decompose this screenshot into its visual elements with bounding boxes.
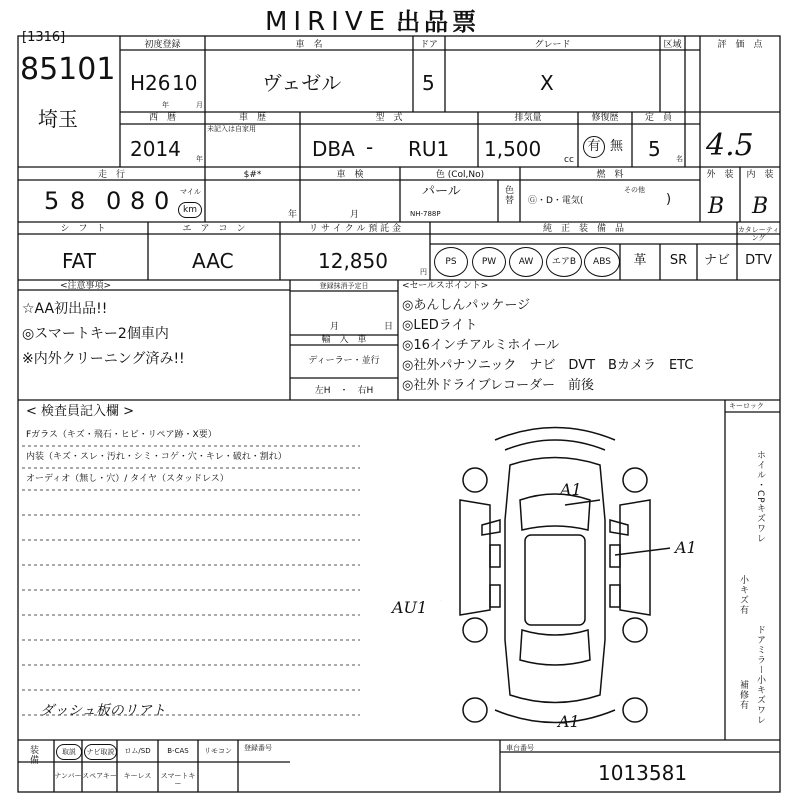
capacity-value: 5 [648,137,661,161]
handwritten-note: ダッシュ板のリアト [40,703,166,719]
footer-spare-key: スペアキー [82,772,117,780]
inspector-line-audio: オーディオ（無し・穴）/ タイヤ（スタッドレス） [26,474,229,484]
rating-label: 評 価 点 [717,40,763,50]
equipment-sunroof: SR [669,253,688,268]
year-value: 2014 [130,137,181,161]
mileage-digit: 5 [44,187,60,215]
footer-smart-key: スマートキー [160,772,196,788]
footer-navi-manual-circled: ナビ取説 [84,744,117,760]
equipment-airbag-circled: エアB [546,247,582,277]
footer-keyless: キーレス [123,772,152,780]
year-mark: 年 [162,101,169,109]
sales-point: ◎社外ドライブレコーダー 前後 [402,378,595,393]
exterior-rating: B [708,194,725,219]
note-line: ※内外クリーニング済み!! [22,351,185,367]
displacement-value: 1,500 [484,137,542,161]
displacement-label: 排気量 [514,113,542,123]
door-label: ドア [420,40,438,50]
sales-point: ◎16インチアルミホイール [402,338,560,353]
footer-bcas: B-CAS [167,747,189,755]
recycle-fee-label: リ サ イ ク ル 預 託 金 [308,224,402,234]
lot-number: 85101 [20,52,116,87]
side-text-wheel: ホイル・CPキズワレ [755,450,765,544]
color-label: 色 (Col,No) [435,170,485,180]
month-mark: 月 [196,101,203,109]
side-text-scratch: 小キズ有 [738,575,748,615]
chassis-number: 1013581 [598,761,688,785]
year-label: 西 暦 [148,113,176,123]
exterior-label: 外 装 [706,170,734,180]
yen-unit: 円 [420,268,427,276]
note-line: ☆AA初出品!! [22,301,108,317]
equipment-ps-circled: PS [434,247,468,277]
chassis-label: 車台番号 [506,744,534,752]
reg-no-label: 登録番号 [244,744,272,752]
model-code: RU1 [408,137,450,161]
sales-point: ◎社外パナソニック ナビ DVT Bカメラ ETC [402,358,694,373]
equipment-navi: ナビ [703,253,730,268]
capacity-unit: 名 [676,155,683,163]
equipment-dtv: DTV [745,253,772,268]
sales-point: ◎LEDライト [402,318,478,333]
history-label: 車 歴 [238,113,266,123]
lot-label: [1316] [22,30,66,45]
handle-side: 左H ・ 右H [314,386,374,396]
fuel-options: Ⓖ・D・電気( [528,196,584,206]
dealer-parallel: ディーラー・並行 [308,356,380,366]
history-note: 未記入は自家用 [207,125,256,133]
equipment-leather: 革 [633,253,647,268]
inspection-label: 車 検 [336,170,364,180]
mileage-digit: 8 [70,187,86,215]
interior-label: 内 装 [746,170,774,180]
notes-label: <注意事項> [60,281,112,291]
form-header [265,2,565,37]
equipment-aw-circled: AW [509,247,543,277]
recycle-label: 区域 [663,40,682,50]
reg-month-value: 10 [172,71,198,95]
model-dash: - [366,135,374,159]
inspector-line-glass: Fガラス（キズ・飛石・ヒビ・リペア跡・X要） [26,430,217,440]
damage-mark: A1 [558,712,580,731]
cc-unit: cc [564,155,574,165]
damage-mark: A1 [675,538,697,557]
year-mark-2: 年 [196,155,203,163]
ac-value: AAC [192,249,234,273]
mileage-digit: 0 [106,187,122,215]
equipment-pw-circled: PW [472,247,506,277]
damage-mark: AU1 [392,598,428,617]
import-label: 輸 入 車 [321,335,367,345]
inspector-label: < 検査員記入欄 > [26,404,135,419]
registration-label: 登録抹消予定日 [319,282,369,290]
repair-yes-circled: 有 [583,136,605,158]
reg-month-mark: 月 [330,322,340,332]
doors-value: 5 [422,71,435,95]
car-diagram [440,410,670,740]
note-line: ◎スマートキー2個車内 [22,326,169,342]
shift-value: FAT [62,249,97,273]
sales-points-label: <セールスポイント> [402,281,489,291]
ac-label: エ ア コ ン [182,224,246,234]
km-circled: km [178,202,202,218]
shift-label: シ フ ト [60,224,106,234]
color-value: パール [422,184,461,199]
damage-mark: A1 [560,480,582,499]
brand-name: MIRIVE [265,7,392,37]
interior-rating: B [752,194,769,219]
car-name: ヴェゼル [262,71,342,95]
reg-day-mark: 日 [384,322,394,332]
footer-remote: リモコン [204,747,232,755]
mileage-label: 走 行 [97,170,125,180]
repair-no: 無 [610,139,624,154]
mileage-digit: 0 [154,187,170,215]
sales-point: ◎あんしんパッケージ [402,298,531,313]
inspector-line-interior: 内装（キズ・スレ・汚れ・シミ・コゲ・穴・キレ・破れ・割れ） [26,452,287,462]
side-text-repair: 補修有 [738,680,748,710]
equipment-label-footer: 装備 [28,745,38,765]
model-prefix: DBA [312,137,355,161]
grade-value: X [540,71,554,95]
capacity-label: 定 員 [644,113,672,123]
odometer-note: $#* [243,170,262,180]
reg-year-value: H26 [130,71,171,95]
prefecture: 埼玉 [38,107,78,131]
doc-title: 出品票 [396,8,481,36]
grade-label: グレード [534,40,571,50]
catalog-label: カタレーティング [737,226,780,242]
reg-year-label: 初度登録 [144,40,181,50]
equipment-abs-circled: ABS [584,247,620,277]
color-change-label: 色替 [505,186,515,206]
recycle-fee-value: 12,850 [318,249,388,273]
footer-rom-sd: ロム/SD [124,747,151,755]
mile-label: マイル [180,188,201,196]
side-text-mirror: ドアミラー小キズワレ [755,625,765,725]
overall-rating: 4.5 [706,128,754,163]
key-lock-label: キーロック [729,402,764,410]
repair-label: 修復歴 [591,113,619,123]
model-label: 型 式 [375,113,403,123]
footer-plate: ナンバー [54,772,82,780]
fuel-label: 燃 料 [596,170,624,180]
footer-manual-circled: 取説 [56,744,82,760]
fuel-other-label: その他 [624,186,645,194]
color-code: NH-788P [410,210,441,218]
inspection-month-mark: 月 [350,210,360,220]
equipment-label: 純 正 装 備 品 [542,224,624,234]
car-name-label: 車 名 [295,40,323,50]
inspection-year-mark: 年 [288,210,298,220]
fuel-close: ) [666,192,672,207]
mileage-digit: 8 [130,187,146,215]
